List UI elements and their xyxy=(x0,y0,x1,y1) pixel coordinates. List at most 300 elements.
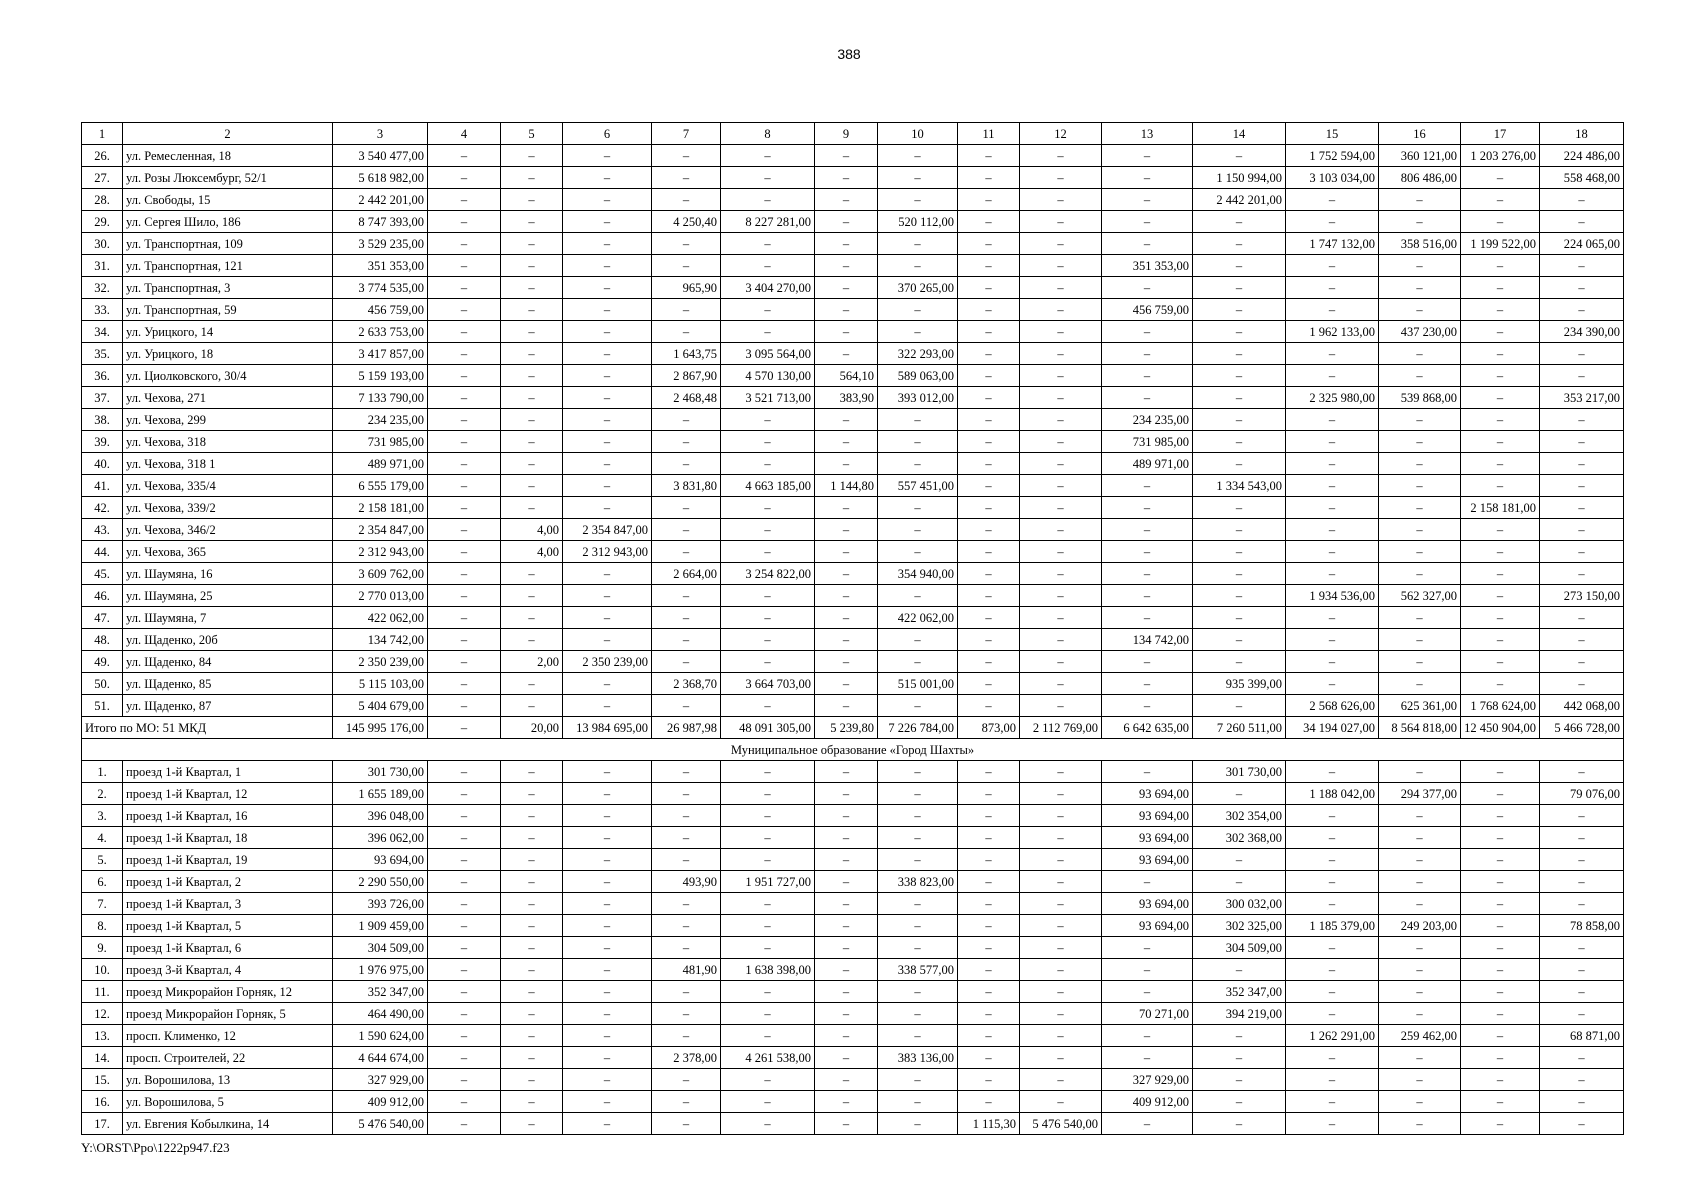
value-cell: – xyxy=(721,893,815,915)
address-cell: ул. Шаумяна, 25 xyxy=(123,585,333,607)
value-cell: 1 768 624,00 xyxy=(1461,695,1540,717)
value-cell: 1 203 276,00 xyxy=(1461,145,1540,167)
value-cell: 3 254 822,00 xyxy=(721,563,815,585)
table-row xyxy=(82,695,1624,717)
table-row xyxy=(82,673,1624,695)
value-cell: – xyxy=(1379,189,1461,211)
value-cell: – xyxy=(958,585,1020,607)
value-cell: 520 112,00 xyxy=(878,211,958,233)
column-header: 6 xyxy=(563,123,652,145)
value-cell: – xyxy=(1540,475,1624,497)
value-cell: – xyxy=(1540,277,1624,299)
value-cell: – xyxy=(1193,541,1286,563)
value-cell: – xyxy=(1379,673,1461,695)
value-cell: – xyxy=(501,673,563,695)
value-cell: – xyxy=(1286,299,1379,321)
value-cell: 1 934 536,00 xyxy=(1286,585,1379,607)
value-cell: – xyxy=(1020,541,1102,563)
total-value-cell: 6 642 635,00 xyxy=(1102,717,1193,739)
table-row xyxy=(82,1003,1624,1025)
row-number-cell: 17. xyxy=(82,1113,123,1135)
value-cell: – xyxy=(958,563,1020,585)
value-cell: – xyxy=(1102,651,1193,673)
value-cell: – xyxy=(428,1069,501,1091)
value-cell: – xyxy=(652,937,721,959)
value-cell: 731 985,00 xyxy=(1102,431,1193,453)
value-cell: – xyxy=(652,827,721,849)
value-cell: – xyxy=(1461,299,1540,321)
value-cell: 353 217,00 xyxy=(1540,387,1624,409)
value-cell: 4,00 xyxy=(501,519,563,541)
value-cell: 2 442 201,00 xyxy=(1193,189,1286,211)
value-cell: – xyxy=(1286,1113,1379,1135)
value-cell: – xyxy=(958,541,1020,563)
value-cell: – xyxy=(1379,277,1461,299)
value-cell: – xyxy=(1379,607,1461,629)
column-header: 8 xyxy=(721,123,815,145)
value-cell: – xyxy=(501,1091,563,1113)
value-cell: – xyxy=(1020,453,1102,475)
value-cell: – xyxy=(958,827,1020,849)
value-cell: – xyxy=(501,365,563,387)
address-cell: ул. Чехова, 339/2 xyxy=(123,497,333,519)
value-cell: – xyxy=(563,211,652,233)
value-cell: 93 694,00 xyxy=(1102,893,1193,915)
value-cell: – xyxy=(563,497,652,519)
value-cell: – xyxy=(1102,871,1193,893)
value-cell: 259 462,00 xyxy=(1379,1025,1461,1047)
value-cell: 234 235,00 xyxy=(1102,409,1193,431)
value-cell: – xyxy=(878,651,958,673)
value-cell: – xyxy=(1193,519,1286,541)
value-cell: – xyxy=(563,805,652,827)
value-cell: – xyxy=(501,805,563,827)
value-cell: – xyxy=(1379,849,1461,871)
value-cell: – xyxy=(1102,343,1193,365)
value-cell: – xyxy=(815,915,878,937)
value-cell: – xyxy=(1379,959,1461,981)
value-cell: 2 290 550,00 xyxy=(333,871,428,893)
address-cell: ул. Свободы, 15 xyxy=(123,189,333,211)
address-cell: ул. Транспортная, 3 xyxy=(123,277,333,299)
value-cell: – xyxy=(878,585,958,607)
value-cell: 4 663 185,00 xyxy=(721,475,815,497)
row-number-cell: 12. xyxy=(82,1003,123,1025)
address-cell: ул. Щаденко, 84 xyxy=(123,651,333,673)
value-cell: 5 476 540,00 xyxy=(1020,1113,1102,1135)
value-cell: – xyxy=(878,431,958,453)
value-cell: 304 509,00 xyxy=(1193,937,1286,959)
value-cell: – xyxy=(1461,1091,1540,1113)
table-row xyxy=(82,519,1624,541)
value-cell: 4 261 538,00 xyxy=(721,1047,815,1069)
value-cell: – xyxy=(428,365,501,387)
value-cell: – xyxy=(815,255,878,277)
value-cell: – xyxy=(1020,959,1102,981)
value-cell: – xyxy=(958,915,1020,937)
value-cell: 393 726,00 xyxy=(333,893,428,915)
value-cell: 338 823,00 xyxy=(878,871,958,893)
value-cell: – xyxy=(1540,453,1624,475)
value-cell: – xyxy=(1461,321,1540,343)
value-cell: – xyxy=(563,1069,652,1091)
value-cell: – xyxy=(1379,409,1461,431)
value-cell: 2 378,00 xyxy=(652,1047,721,1069)
total-row xyxy=(82,717,1624,739)
value-cell: 8 227 281,00 xyxy=(721,211,815,233)
value-cell: – xyxy=(1379,453,1461,475)
value-cell: – xyxy=(652,453,721,475)
value-cell: – xyxy=(1286,189,1379,211)
address-cell: ул. Чехова, 299 xyxy=(123,409,333,431)
value-cell: – xyxy=(958,167,1020,189)
value-cell: – xyxy=(1286,497,1379,519)
value-cell: – xyxy=(428,387,501,409)
value-cell: – xyxy=(563,1025,652,1047)
value-cell: – xyxy=(1461,387,1540,409)
value-cell: – xyxy=(1286,431,1379,453)
value-cell: 302 325,00 xyxy=(1193,915,1286,937)
value-cell: – xyxy=(815,145,878,167)
value-cell: – xyxy=(428,937,501,959)
value-cell: 7 133 790,00 xyxy=(333,387,428,409)
row-number-cell: 8. xyxy=(82,915,123,937)
value-cell: – xyxy=(563,233,652,255)
value-cell: – xyxy=(1461,673,1540,695)
value-cell: – xyxy=(1020,937,1102,959)
value-cell: – xyxy=(958,189,1020,211)
table-row xyxy=(82,827,1624,849)
column-header: 9 xyxy=(815,123,878,145)
value-cell: – xyxy=(958,937,1020,959)
value-cell: – xyxy=(878,849,958,871)
value-cell: – xyxy=(428,629,501,651)
value-cell: 1 150 994,00 xyxy=(1193,167,1286,189)
value-cell: – xyxy=(563,453,652,475)
value-cell: – xyxy=(815,563,878,585)
value-cell: – xyxy=(1102,167,1193,189)
value-cell: – xyxy=(501,827,563,849)
address-cell: ул. Циолковского, 30/4 xyxy=(123,365,333,387)
row-number-cell: 4. xyxy=(82,827,123,849)
total-value-cell: 8 564 818,00 xyxy=(1379,717,1461,739)
address-cell: проезд 1-й Квартал, 16 xyxy=(123,805,333,827)
value-cell: 422 062,00 xyxy=(333,607,428,629)
value-cell: – xyxy=(501,497,563,519)
value-cell: – xyxy=(1461,893,1540,915)
data-table xyxy=(81,122,1624,1135)
value-cell: – xyxy=(1102,321,1193,343)
value-cell: – xyxy=(1020,519,1102,541)
value-cell: – xyxy=(958,1025,1020,1047)
table-row xyxy=(82,255,1624,277)
value-cell: – xyxy=(1379,937,1461,959)
value-cell: – xyxy=(1461,189,1540,211)
value-cell: – xyxy=(1461,651,1540,673)
value-cell: – xyxy=(563,277,652,299)
value-cell: 68 871,00 xyxy=(1540,1025,1624,1047)
value-cell: – xyxy=(563,893,652,915)
value-cell: – xyxy=(1540,497,1624,519)
value-cell: 1 144,80 xyxy=(815,475,878,497)
row-number-cell: 39. xyxy=(82,431,123,453)
address-cell: ул. Шаумяна, 7 xyxy=(123,607,333,629)
value-cell: – xyxy=(1461,1025,1540,1047)
value-cell: 338 577,00 xyxy=(878,959,958,981)
value-cell: – xyxy=(428,277,501,299)
row-number-cell: 9. xyxy=(82,937,123,959)
value-cell: – xyxy=(428,189,501,211)
value-cell: – xyxy=(815,1091,878,1113)
table-row xyxy=(82,211,1624,233)
value-cell: – xyxy=(958,519,1020,541)
value-cell: – xyxy=(721,255,815,277)
value-cell: – xyxy=(958,1047,1020,1069)
address-cell: ул. Щаденко, 85 xyxy=(123,673,333,695)
value-cell: – xyxy=(878,453,958,475)
total-value-cell: 7 226 784,00 xyxy=(878,717,958,739)
row-number-cell: 2. xyxy=(82,783,123,805)
value-cell: – xyxy=(428,519,501,541)
value-cell: 409 912,00 xyxy=(333,1091,428,1113)
value-cell: 2 350 239,00 xyxy=(333,651,428,673)
value-cell: 294 377,00 xyxy=(1379,783,1461,805)
value-cell: – xyxy=(878,497,958,519)
value-cell: – xyxy=(721,915,815,937)
value-cell: 1 976 975,00 xyxy=(333,959,428,981)
value-cell: – xyxy=(563,915,652,937)
address-cell: проезд 1-й Квартал, 2 xyxy=(123,871,333,893)
value-cell: – xyxy=(1379,1091,1461,1113)
value-cell: 351 353,00 xyxy=(333,255,428,277)
value-cell: – xyxy=(1020,255,1102,277)
value-cell: 935 399,00 xyxy=(1193,673,1286,695)
address-cell: ул. Шаумяна, 16 xyxy=(123,563,333,585)
table-row xyxy=(82,475,1624,497)
column-header: 3 xyxy=(333,123,428,145)
value-cell: 93 694,00 xyxy=(1102,849,1193,871)
value-cell: – xyxy=(878,409,958,431)
value-cell: – xyxy=(1461,1003,1540,1025)
value-cell: – xyxy=(815,299,878,321)
value-cell: – xyxy=(652,783,721,805)
value-cell: – xyxy=(563,145,652,167)
value-cell: – xyxy=(652,409,721,431)
value-cell: – xyxy=(1286,475,1379,497)
value-cell: – xyxy=(1379,805,1461,827)
row-number-cell: 26. xyxy=(82,145,123,167)
value-cell: – xyxy=(563,1047,652,1069)
value-cell: – xyxy=(1193,497,1286,519)
address-cell: ул. Щаденко, 20б xyxy=(123,629,333,651)
value-cell: – xyxy=(1286,541,1379,563)
value-cell: – xyxy=(1461,849,1540,871)
value-cell: 2 442 201,00 xyxy=(333,189,428,211)
total-value-cell: 26 987,98 xyxy=(652,717,721,739)
value-cell: – xyxy=(1379,981,1461,1003)
value-cell: 3 831,80 xyxy=(652,475,721,497)
table-row xyxy=(82,893,1624,915)
value-cell: 327 929,00 xyxy=(1102,1069,1193,1091)
value-cell: – xyxy=(501,1069,563,1091)
value-cell: – xyxy=(563,1003,652,1025)
value-cell: – xyxy=(1286,1047,1379,1069)
value-cell: – xyxy=(563,167,652,189)
value-cell: – xyxy=(815,805,878,827)
value-cell: – xyxy=(428,497,501,519)
value-cell: – xyxy=(958,1091,1020,1113)
table-row xyxy=(82,937,1624,959)
value-cell: 5 404 679,00 xyxy=(333,695,428,717)
value-cell: 394 219,00 xyxy=(1193,1003,1286,1025)
value-cell: – xyxy=(1379,629,1461,651)
value-cell: – xyxy=(563,761,652,783)
value-cell: – xyxy=(501,167,563,189)
value-cell: 2,00 xyxy=(501,651,563,673)
total-label: Итого по МО: 51 МКД xyxy=(82,717,333,739)
address-cell: ул. Сергея Шило, 186 xyxy=(123,211,333,233)
value-cell: 625 361,00 xyxy=(1379,695,1461,717)
value-cell: – xyxy=(563,365,652,387)
value-cell: – xyxy=(815,893,878,915)
value-cell: 79 076,00 xyxy=(1540,783,1624,805)
total-value-cell: 873,00 xyxy=(958,717,1020,739)
table-row xyxy=(82,915,1624,937)
value-cell: – xyxy=(1193,277,1286,299)
value-cell: – xyxy=(721,849,815,871)
value-cell: – xyxy=(958,431,1020,453)
value-cell: – xyxy=(1193,453,1286,475)
value-cell: 456 759,00 xyxy=(333,299,428,321)
value-cell: – xyxy=(652,299,721,321)
table-row xyxy=(82,959,1624,981)
total-value-cell: 5 239,80 xyxy=(815,717,878,739)
value-cell: – xyxy=(1461,959,1540,981)
value-cell: – xyxy=(563,871,652,893)
row-number-cell: 33. xyxy=(82,299,123,321)
value-cell: – xyxy=(1461,1069,1540,1091)
value-cell: – xyxy=(815,211,878,233)
value-cell: – xyxy=(428,453,501,475)
value-cell: – xyxy=(652,497,721,519)
value-cell: – xyxy=(1102,519,1193,541)
value-cell: – xyxy=(501,299,563,321)
value-cell: – xyxy=(1461,431,1540,453)
value-cell: – xyxy=(815,937,878,959)
value-cell: – xyxy=(815,167,878,189)
value-cell: – xyxy=(1461,585,1540,607)
table-row xyxy=(82,321,1624,343)
value-cell: 224 065,00 xyxy=(1540,233,1624,255)
table-row xyxy=(82,167,1624,189)
value-cell: – xyxy=(652,915,721,937)
value-cell: – xyxy=(958,475,1020,497)
value-cell: – xyxy=(428,167,501,189)
value-cell: – xyxy=(1102,937,1193,959)
value-cell: – xyxy=(958,365,1020,387)
row-number-cell: 34. xyxy=(82,321,123,343)
value-cell: 3 521 713,00 xyxy=(721,387,815,409)
column-header: 5 xyxy=(501,123,563,145)
value-cell: 2 158 181,00 xyxy=(333,497,428,519)
value-cell: – xyxy=(1020,189,1102,211)
value-cell: 1 188 042,00 xyxy=(1286,783,1379,805)
value-cell: – xyxy=(958,805,1020,827)
value-cell: – xyxy=(1540,1069,1624,1091)
value-cell: 464 490,00 xyxy=(333,1003,428,1025)
value-cell: – xyxy=(815,453,878,475)
value-cell: – xyxy=(1193,849,1286,871)
row-number-cell: 37. xyxy=(82,387,123,409)
value-cell: – xyxy=(958,497,1020,519)
value-cell: – xyxy=(1102,761,1193,783)
value-cell: – xyxy=(1461,1113,1540,1135)
value-cell: – xyxy=(1540,299,1624,321)
value-cell: – xyxy=(428,915,501,937)
total-value-cell: 20,00 xyxy=(501,717,563,739)
value-cell: – xyxy=(721,409,815,431)
value-cell: 302 368,00 xyxy=(1193,827,1286,849)
value-cell: – xyxy=(501,321,563,343)
value-cell: – xyxy=(1193,409,1286,431)
value-cell: 2 325 980,00 xyxy=(1286,387,1379,409)
value-cell: – xyxy=(1540,211,1624,233)
value-cell: – xyxy=(1020,607,1102,629)
value-cell: – xyxy=(1540,1003,1624,1025)
value-cell: – xyxy=(563,629,652,651)
table-row xyxy=(82,453,1624,475)
value-cell: – xyxy=(652,321,721,343)
value-cell: – xyxy=(563,321,652,343)
value-cell: 2 368,70 xyxy=(652,673,721,695)
table-row xyxy=(82,387,1624,409)
value-cell: – xyxy=(1379,541,1461,563)
value-cell: – xyxy=(721,431,815,453)
value-cell: – xyxy=(1540,827,1624,849)
value-cell: – xyxy=(563,475,652,497)
address-cell: ул. Чехова, 271 xyxy=(123,387,333,409)
value-cell: – xyxy=(1540,1113,1624,1135)
value-cell: 1 199 522,00 xyxy=(1461,233,1540,255)
value-cell: – xyxy=(1461,761,1540,783)
value-cell: 1 185 379,00 xyxy=(1286,915,1379,937)
value-cell: 589 063,00 xyxy=(878,365,958,387)
value-cell: – xyxy=(878,233,958,255)
row-number-cell: 36. xyxy=(82,365,123,387)
value-cell: – xyxy=(1286,673,1379,695)
value-cell: – xyxy=(1193,299,1286,321)
value-cell: – xyxy=(501,233,563,255)
value-cell: – xyxy=(501,607,563,629)
value-cell: – xyxy=(721,761,815,783)
value-cell: – xyxy=(1193,695,1286,717)
value-cell: – xyxy=(1379,365,1461,387)
value-cell: – xyxy=(1020,1069,1102,1091)
value-cell: 3 609 762,00 xyxy=(333,563,428,585)
value-cell: 409 912,00 xyxy=(1102,1091,1193,1113)
address-cell: проезд Микрорайон Горняк, 5 xyxy=(123,1003,333,1025)
value-cell: 558 468,00 xyxy=(1540,167,1624,189)
value-cell: – xyxy=(721,937,815,959)
value-cell: – xyxy=(815,1003,878,1025)
value-cell: – xyxy=(1379,1069,1461,1091)
value-cell: – xyxy=(1540,761,1624,783)
value-cell: – xyxy=(878,915,958,937)
value-cell: – xyxy=(563,343,652,365)
value-cell: – xyxy=(815,959,878,981)
value-cell: – xyxy=(428,783,501,805)
row-number-cell: 16. xyxy=(82,1091,123,1113)
